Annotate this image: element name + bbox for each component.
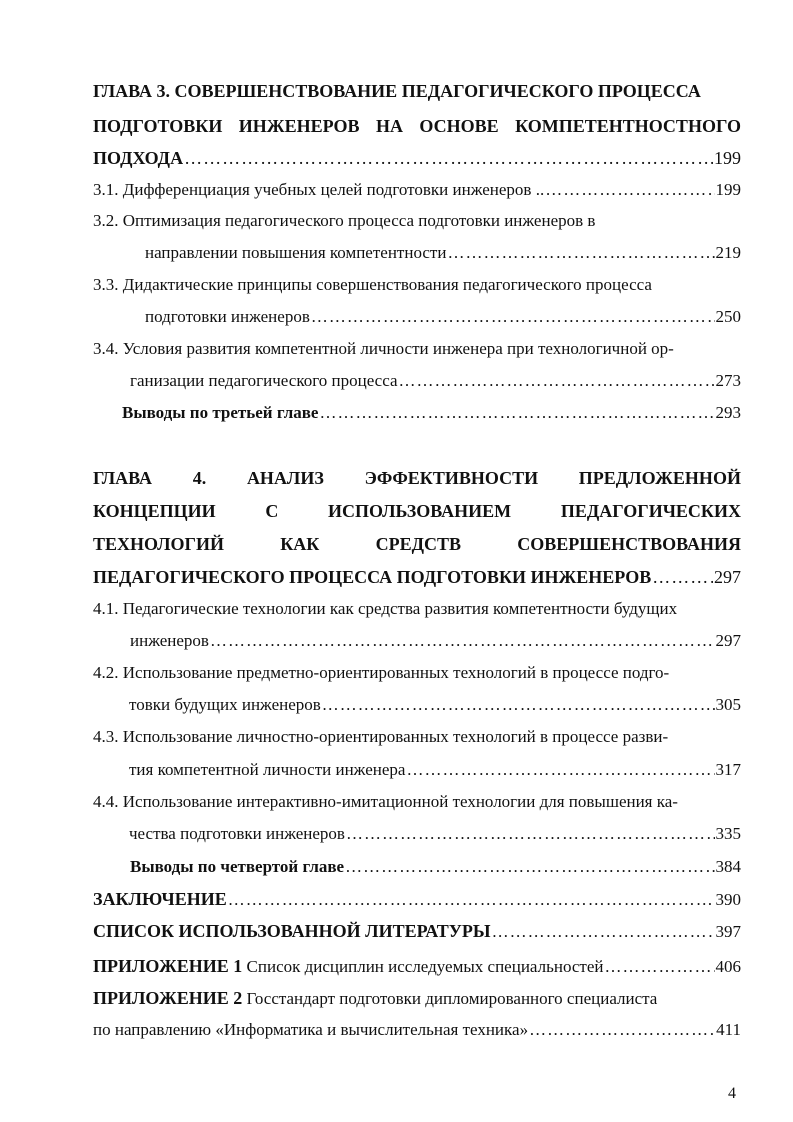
leader-dots [492,921,715,943]
leader-dots [447,242,714,264]
toc-chapter4-conclusion[interactable] [130,856,741,878]
toc-page-number: 273 [715,371,741,390]
toc-page-number: 335 [715,824,741,843]
toc-entry-title [93,955,603,978]
appendix-text: Госстандарт подготовки дипломированного специалиста [242,989,658,1008]
toc-entry-title: по направлению «Информатика и вычислительная техника» [93,1020,529,1039]
toc-entry-title: 3.1. Дифференциация учебных целей подготовки инженеров .. [93,180,545,199]
toc-appendix-2-line1[interactable] [93,987,741,1010]
leader-dots [399,370,715,392]
toc-entry-4-3-line1[interactable]: 4.3. Использование личностно-ориентированных технологий в процессе разви- [93,727,669,746]
heading-word: ОСНОВЕ [419,116,499,136]
heading-word: СОВЕРШЕНСТВОВАНИЯ [517,534,741,554]
heading-word: ПРЕДЛОЖЕННОЙ [578,468,741,488]
toc-entry-4-1-line2[interactable] [130,630,741,652]
leader-dots [406,759,714,781]
toc-entry-title: Выводы по четвертой главе [130,857,345,876]
leader-dots [210,630,715,652]
toc-entry-3-2-line2[interactable] [145,242,741,264]
toc-entry-3-2-line1[interactable]: 3.2. Оптимизация педагогического процесса подготовки инженеров в [93,211,596,230]
toc-chapter3-conclusion[interactable] [122,402,741,424]
heading-word: ПОДГОТОВКИ [93,116,223,136]
toc-page-number: 411 [716,1020,741,1039]
toc-appendix-1[interactable] [93,955,741,978]
toc-entry-4-4-line1[interactable]: 4.4. Использование интерактивно-имитационной технологии для повышения ка- [93,792,678,811]
toc-appendix-2-line2[interactable] [93,1019,741,1041]
heading-word: КОМПЕТЕНТНОСТНОГО [515,116,741,136]
heading-word: 4. [192,468,207,488]
heading-word: КАК [280,534,320,554]
leader-dots [529,1019,715,1041]
heading-word: АНАЛИЗ [246,468,324,488]
leader-dots [319,402,714,424]
toc-page-number: 199 [715,180,741,199]
toc-entry-4-4-line2[interactable] [129,823,741,845]
toc-entry-title: ЗАКЛЮЧЕНИЕ [93,889,227,909]
chapter4-heading-line1 [93,467,741,489]
leader-dots [346,823,715,845]
toc-entry-3-4-line1[interactable]: 3.4. Условия развития компетентной личности инженера при технологичной ор- [93,339,674,358]
heading-word: ЭФФЕКТИВНОСТИ [364,468,539,488]
heading-word: ГЛАВА [93,468,153,488]
toc-entry-3-1[interactable] [93,179,741,201]
leader-dots [228,889,715,911]
heading-word: СРЕДСТВ [375,534,462,554]
toc-page-number: 397 [715,922,741,941]
heading-word: С [265,501,279,521]
toc-page-number: 219 [715,243,741,262]
toc-page-number: 250 [715,307,741,326]
toc-page-number: 384 [715,857,741,876]
toc-entry-title: инженеров [130,631,209,650]
toc-page-number: 317 [715,760,741,779]
heading-word: ИНЖЕНЕРОВ [238,116,360,136]
appendix-label: ПРИЛОЖЕНИЕ 2 [93,988,243,1008]
toc-entry-title: тия компетентной личности инженера [129,760,406,779]
appendix-text: Список дисциплин исследуемых специальностей [242,957,604,976]
toc-entry-title: товки будущих инженеров [129,695,321,714]
toc-entry-title: ПЕДАГОГИЧЕСКОГО ПРОЦЕССА ПОДГОТОВКИ ИНЖЕНЕРОВ [93,567,652,587]
toc-entry-3-3-line2[interactable] [145,306,741,328]
toc-entry-title: направлении повышения компетентности [145,243,447,262]
chapter3-heading-line2 [93,115,741,137]
toc-conclusion[interactable] [93,888,741,911]
heading-word: НА [375,116,403,136]
toc-page-number: 406 [715,957,741,976]
chapter4-heading-line2 [93,500,741,522]
chapter4-heading-line3 [93,533,741,555]
chapter4-heading-line4[interactable] [93,566,741,588]
heading-word: ПЕДАГОГИЧЕСКИХ [560,501,741,521]
toc-entry-title: чества подготовки инженеров [129,824,345,843]
toc-entry-3-3-line1[interactable]: 3.3. Дидактические принципы совершенствования педагогического процесса [93,275,652,294]
toc-entry-3-4-line2[interactable] [130,370,741,392]
heading-word: ТЕХНОЛОГИЙ [93,534,224,554]
leader-dots [652,566,713,588]
toc-page-number: 293 [715,403,741,422]
leader-dots [322,694,715,716]
toc-page-number: 305 [715,695,741,714]
leader-dots [184,147,713,169]
toc-entry-4-2-line1[interactable]: 4.2. Использование предметно-ориентированных технологий в процессе подго- [93,663,670,682]
heading-word: ИСПОЛЬЗОВАНИЕМ [328,501,512,521]
toc-page-number: 297 [715,631,741,650]
leader-dots [545,179,714,201]
toc-page-number: 199 [714,148,741,168]
heading-word: КОНЦЕПЦИИ [93,501,216,521]
toc-entry-title: подготовки инженеров [145,307,310,326]
toc-entry-4-3-line2[interactable] [129,759,741,781]
toc-entry-4-1-line1[interactable]: 4.1. Педагогические технологии как средства развития компетентности будущих [93,599,678,618]
leader-dots [604,956,714,978]
toc-page-number: 390 [715,890,741,909]
page-number: 4 [728,1085,736,1102]
toc-entry-title: СПИСОК ИСПОЛЬЗОВАННОЙ ЛИТЕРАТУРЫ [93,921,491,941]
toc-page-number: 297 [714,567,741,587]
toc-entry-title: Выводы по третьей главе [122,403,319,422]
toc-entry-title: ганизации педагогического процесса [130,371,398,390]
leader-dots [345,856,714,878]
leader-dots [311,306,715,328]
chapter3-heading-line1: ГЛАВА 3. СОВЕРШЕНСТВОВАНИЕ ПЕДАГОГИЧЕСКОГО ПРОЦЕССА [93,81,701,101]
chapter3-heading-line3[interactable] [93,147,741,169]
toc-bibliography[interactable] [93,920,741,943]
toc-entry-title: ПОДХОДА [93,148,184,168]
toc-entry-4-2-line2[interactable] [129,694,741,716]
appendix-label: ПРИЛОЖЕНИЕ 1 [93,956,243,976]
